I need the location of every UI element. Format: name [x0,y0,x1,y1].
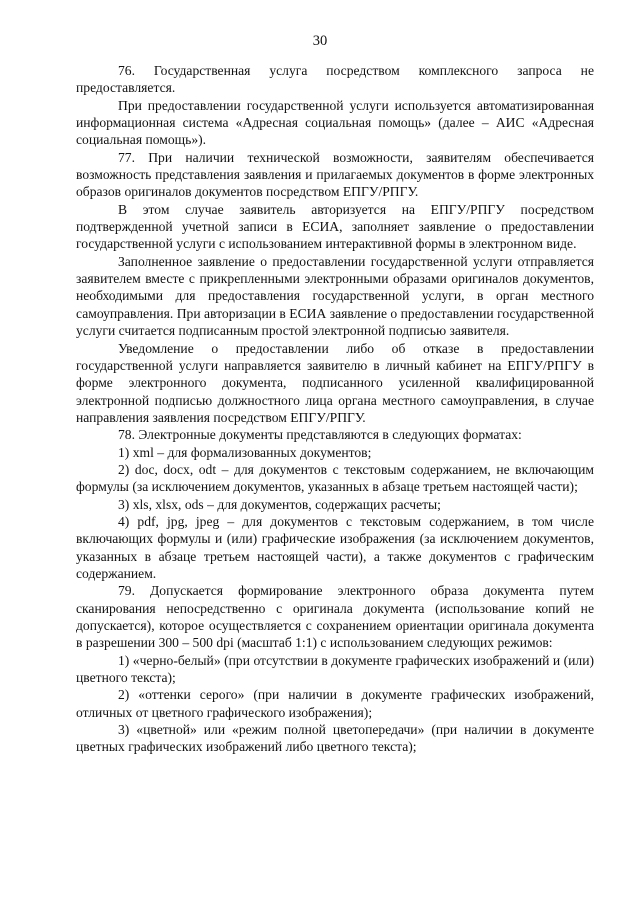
paragraph-authorization: В этом случае заявитель авторизуется на ЕПГУ/РПГУ посредством подтвержденной учетной записи в ЕСИА, заполняет заявление о предоставлении государственной услуги с использованием интерактивной формы в электронном виде. [76,201,594,252]
list-item-format-1: 1) xml – для формализованных документов; [118,444,372,460]
document-body [76,62,594,756]
paragraph-notification: Уведомление о предоставлении либо об отказе в предоставлении государственной услуги направляется заявителю в личный кабинет на ЕПГУ/РПГУ в форме электронного документа, подписанного усиленной квалифицированной электронной подписью должностного лица органа местного самоуправления, в случае направления заявления посредством ЕПГУ/РПГУ. [76,340,594,425]
paragraph-ais-info: При предоставлении государственной услуги используется автоматизированная информационная система «Адресная социальная помощь» (далее – АИС «Адресная социальная помощь»). [76,97,594,148]
page-number: 30 [312,33,328,49]
list-item-format-2: 2) doc, docx, odt – для документов с текстовым содержанием, не включающим формулы (за исключением документов, указанных в абзаце третьем настоящей части); [76,461,594,495]
paragraph-76: 76. Государственная услуга посредством комплексного запроса не предоставляется. [76,63,594,96]
list-item-mode-3: 3) «цветной» или «режим полной цветопередачи» (при наличии в документе цветных графических изображений либо цветного текста); [76,722,594,755]
paragraph-78: 78. Электронные документы представляются в следующих форматах: [118,427,522,443]
list-item-mode-1: 1) «черно-белый» (при отсутствии в документе графических изображений и (или) цветного текста); [76,652,594,686]
list-item-format-4: 4) pdf, jpg, jpeg – для документов с текстовым содержанием, в том числе включающих формулы и (или) графические изображения (за исключением документов, указанных в абзаце третьем настоящей части), а также документов с графическим содержанием. [76,513,594,581]
paragraph-79: 79. Допускается формирование электронного образа документа путем сканирования непосредственно с оригинала документа (использование копий не допускается), которое осуществляется с сохранением ориентации оригинала документа в разрешении 300 – 500 dpi (масштаб 1:1) с использованием следующих режимов: [76,583,594,651]
list-item-format-3: 3) xls, xlsx, ods – для документов, содержащих расчеты; [118,496,441,512]
paragraph-77: 77. При наличии технической возможности, заявителям обеспечивается возможность представления заявления и прилагаемых документов в форме электронных образов оригиналов документов посредством ЕПГУ/РПГУ. [76,149,594,200]
paragraph-filled-application: Заполненное заявление о предоставлении государственной услуги отправляется заявителем вместе с прикрепленными электронными образами оригиналов документов, необходимыми для предоставления государственной услуги, в орган местного самоуправления. При авторизации в ЕСИА заявление о предоставлении государственной услуги считается подписанным простой электронной подписью заявителя. [76,253,594,339]
list-item-mode-2: 2) «оттенки серого» (при наличии в документе графических изображений, отличных от цветного графического изображения); [76,687,594,720]
